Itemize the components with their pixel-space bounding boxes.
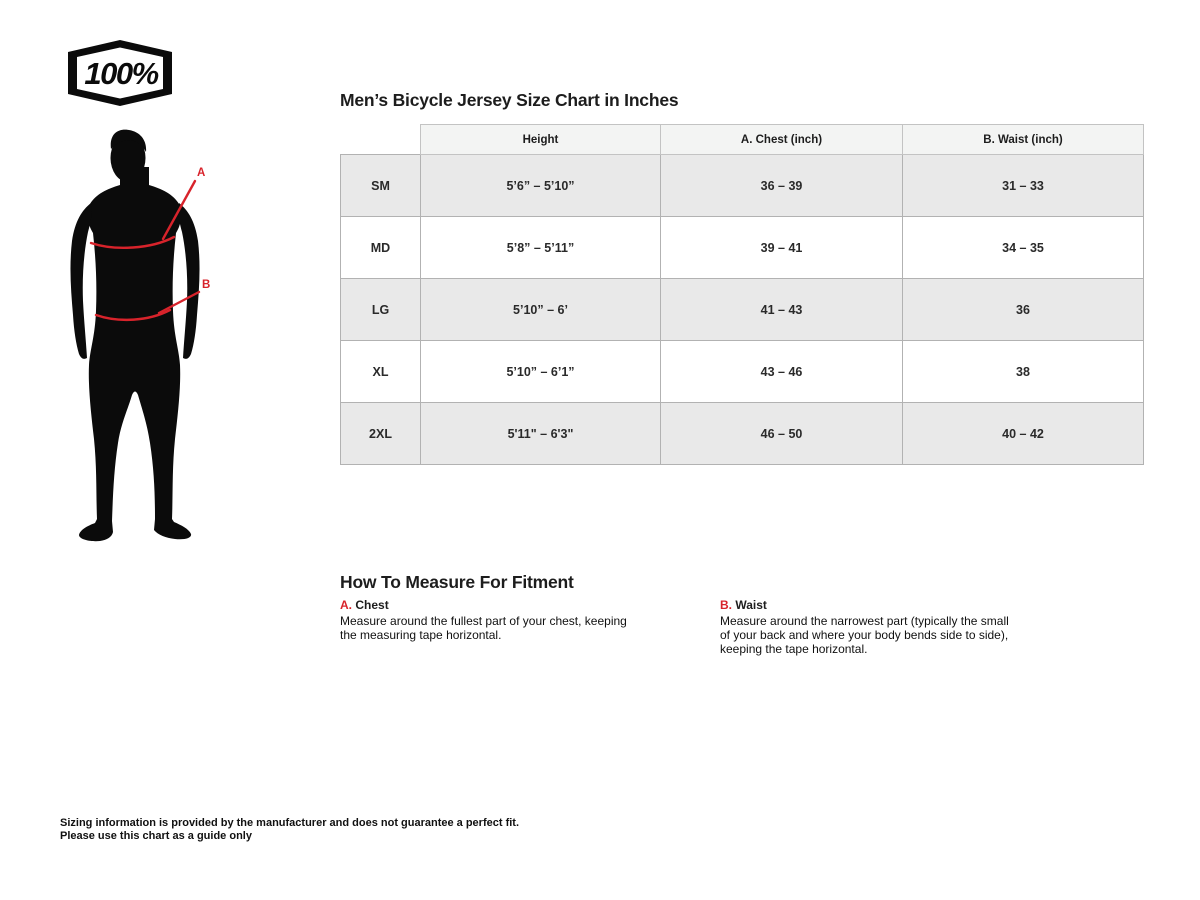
body-silhouette [55, 125, 215, 545]
sizing-disclaimer [60, 817, 519, 843]
column-header-waist: B. Waist (inch) [903, 125, 1144, 155]
measure-chest-name: Chest [355, 598, 389, 612]
size-chart-title: Men’s Bicycle Jersey Size Chart in Inches [340, 90, 679, 110]
height-value: 5’10” – 6’1” [421, 341, 661, 403]
corner-cell [341, 125, 421, 155]
measure-waist-label [720, 598, 1020, 612]
measure-chest-text: Measure around the fullest part of your chest, keeping the measuring tape horizontal. [340, 614, 627, 642]
disclaimer-line-2: Please use this chart as a guide only [60, 830, 252, 842]
column-header-height: Height [421, 125, 661, 155]
waist-value: 40 – 42 [903, 403, 1144, 465]
waist-value: 31 – 33 [903, 155, 1144, 217]
size-label: 2XL [341, 403, 421, 465]
label-a: A [197, 167, 206, 179]
size-chart-table [340, 124, 1144, 465]
chest-value: 43 – 46 [661, 341, 903, 403]
table-row-2xl [341, 403, 1144, 465]
measure-instruction-chest [340, 598, 640, 642]
size-label: MD [341, 217, 421, 279]
brand-logo-icon [60, 38, 180, 108]
chest-value: 41 – 43 [661, 279, 903, 341]
table-row-md [341, 217, 1144, 279]
table-row-sm [341, 155, 1144, 217]
height-value: 5’10” – 6’ [421, 279, 661, 341]
measure-chest-prefix: A. [340, 598, 352, 612]
chest-value: 36 – 39 [661, 155, 903, 217]
table-row-lg [341, 279, 1144, 341]
column-header-chest: A. Chest (inch) [661, 125, 903, 155]
table-row-xl [341, 341, 1144, 403]
table-header-row [341, 125, 1144, 155]
size-label: XL [341, 341, 421, 403]
waist-value: 34 – 35 [903, 217, 1144, 279]
measure-instruction-waist [720, 598, 1020, 656]
size-label: SM [341, 155, 421, 217]
chest-value: 39 – 41 [661, 217, 903, 279]
disclaimer-line-1: Sizing information is provided by the manufacturer and does not guarantee a perfect fit. [60, 817, 520, 829]
measure-waist-text: Measure around the narrowest part (typically the small of your back and where your body bends side to side), keeping the tape horizontal. [720, 614, 1009, 656]
brand-logo-text: 100% [84, 56, 158, 91]
height-value: 5’8” – 5’11” [421, 217, 661, 279]
how-to-measure-title: How To Measure For Fitment [340, 572, 574, 592]
measure-waist-name: Waist [735, 598, 767, 612]
waist-value: 38 [903, 341, 1144, 403]
measure-waist-prefix: B. [720, 598, 732, 612]
measure-chest-label [340, 598, 640, 612]
silhouette-shape [70, 130, 199, 542]
chest-value: 46 – 50 [661, 403, 903, 465]
size-label: LG [341, 279, 421, 341]
height-value: 5'11" – 6'3" [421, 403, 661, 465]
label-b: B [202, 279, 211, 291]
height-value: 5’6” – 5’10” [421, 155, 661, 217]
waist-value: 36 [903, 279, 1144, 341]
